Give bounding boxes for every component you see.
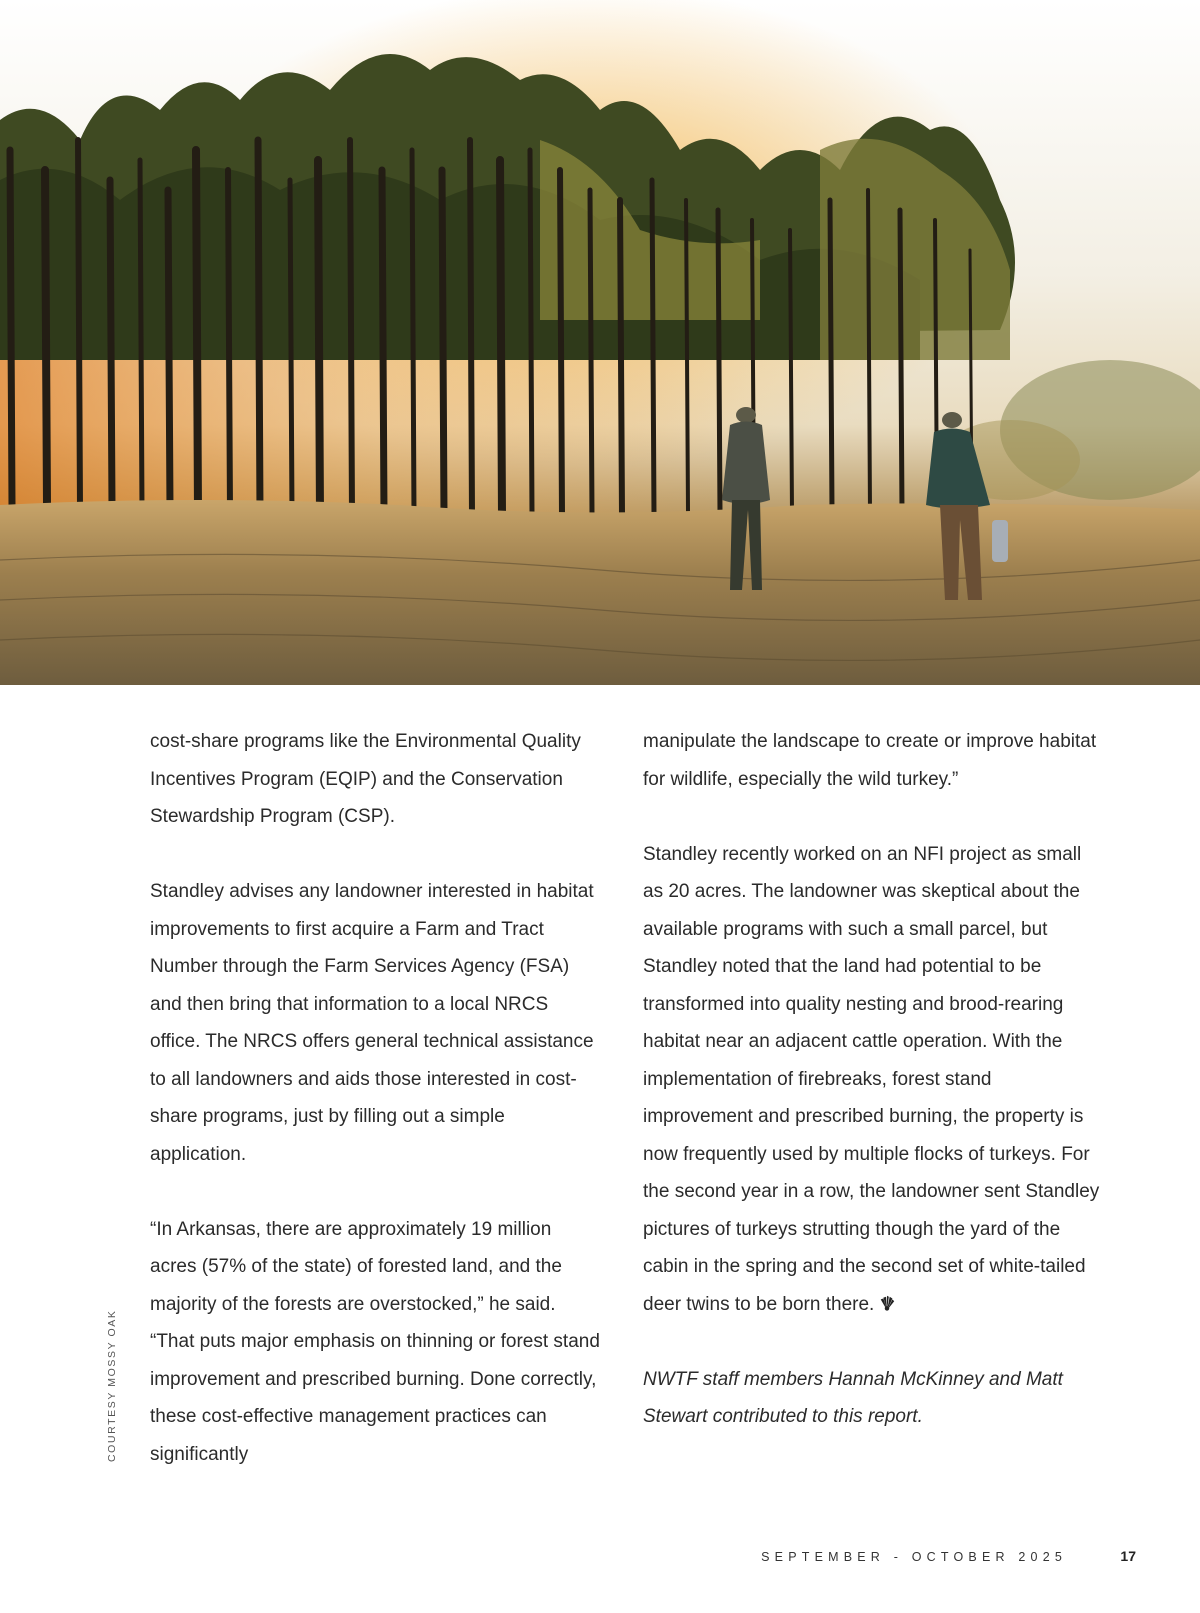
contributor-note: NWTF staff members Hannah McKinney and Matt Stewart contributed to this report.: [643, 1368, 1063, 1427]
left-paragraph-1: cost-share programs like the Environmental Quality Incentives Program (EQIP) and the Conservation Stewardship Program (CSP).: [150, 731, 581, 827]
hero-photo: [0, 0, 1200, 685]
left-paragraph-3: “In Arkansas, there are approximately 19 million acres (57% of the state) of forested land, and the majority of the forests are overstocked,” he said. “That puts major emphasis on thinning or forest stand improvement and prescribed burning. Done correctly, these cost-effective management practices can significantly: [150, 1218, 600, 1465]
right-paragraph-2-text: Standley recently worked on an NFI project as small as 20 acres. The landowner was skeptical about the available programs with such a small parcel, but Standley noted that the land had potential to be transformed into quality nesting and brood-rearing habitat near an adjacent cattle operation. With the implementation of firebreaks, forest stand improvement and prescribed burning, the property is now frequently used by multiple flocks of turkeys. For the second year in a row, the landowner sent Standley pictures of turkeys strutting though the yard of the cabin in the spring and the second set of white-tailed deer twins to be born there.: [643, 843, 1100, 1315]
photo-credit: COURTESY MOSSY OAK: [106, 1309, 118, 1462]
page-number: 17: [1120, 1548, 1136, 1564]
right-paragraph-2: [643, 836, 1103, 1324]
right-paragraph-1: manipulate the landscape to create or improve habitat for wildlife, especially the wild turkey.”: [643, 731, 1097, 790]
left-paragraph-2: Standley advises any landowner interested in habitat improvements to first acquire a Farm and Tract Number through the Farm Services Agency (FSA) and then bring that information to a local NRCS office. The NRCS offers general technical assistance to all landowners and aids those interested in cost-share programs, just by filling out a simple application.: [150, 881, 594, 1165]
article-column-right: [643, 723, 1103, 1436]
article-column-left: [150, 723, 600, 1473]
issue-date: SEPTEMBER - OCTOBER 2025: [761, 1550, 1067, 1564]
turkey-fan-icon: [878, 1294, 896, 1312]
